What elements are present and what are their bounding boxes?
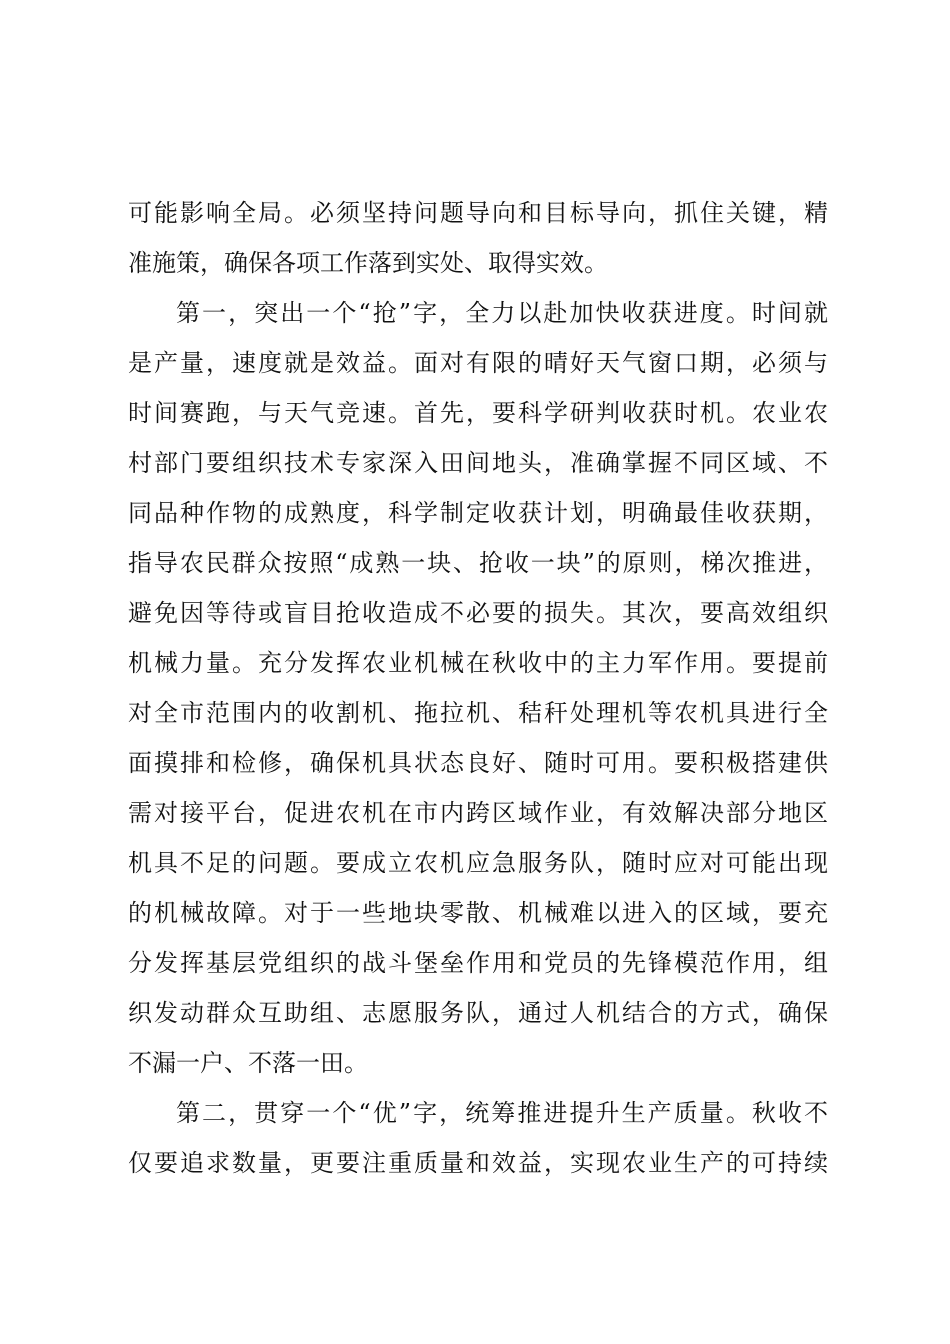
- paragraph-3-line-2: 仅要追求数量，更要注重质量和效益，实现农业生产的可持续: [128, 1149, 828, 1177]
- paragraph-2-line-11: 需对接平台，促进农机在市内跨区域作业，有效解决部分地区: [128, 799, 828, 827]
- paragraph-2-line-15: 织发动群众互助组、志愿服务队，通过人机结合的方式，确保: [128, 999, 828, 1027]
- paragraph-2-line-10: 面摸排和检修，确保机具状态良好、随时可用。要积极搭建供: [128, 749, 828, 777]
- paragraph-2-line-4: 村部门要组织技术专家深入田间地头，准确掌握不同区域、不: [128, 449, 828, 477]
- paragraph-3-line-1: 第二，贯穿一个“优”字，统筹推进提升生产质量。秋收不: [176, 1099, 828, 1127]
- paragraph-2-line-7: 避免因等待或盲目抢收造成不必要的损失。其次，要高效组织: [128, 599, 828, 627]
- paragraph-2-line-12: 机具不足的问题。要成立农机应急服务队，随时应对可能出现: [128, 849, 828, 877]
- paragraph-2-line-8: 机械力量。充分发挥农业机械在秋收中的主力军作用。要提前: [128, 649, 828, 677]
- paragraph-2-line-3: 时间赛跑，与天气竞速。首先，要科学研判收获时机。农业农: [128, 399, 828, 427]
- paragraph-2-line-6: 指导农民群众按照“成熟一块、抢收一块”的原则，梯次推进，: [128, 549, 828, 577]
- paragraph-2-line-9: 对全市范围内的收割机、拖拉机、秸秆处理机等农机具进行全: [128, 699, 828, 727]
- paragraph-1-line-2: 准施策，确保各项工作落到实处、取得实效。: [128, 249, 608, 277]
- paragraph-1-line-1: 可能影响全局。必须坚持问题导向和目标导向，抓住关键，精: [128, 199, 828, 227]
- paragraph-2-line-5: 同品种作物的成熟度，科学制定收获计划，明确最佳收获期，: [128, 499, 828, 527]
- paragraph-2-line-2: 是产量，速度就是效益。面对有限的晴好天气窗口期，必须与: [128, 349, 828, 377]
- paragraph-2-line-16: 不漏一户、不落一田。: [128, 1049, 368, 1077]
- paragraph-2-line-13: 的机械故障。对于一些地块零散、机械难以进入的区域，要充: [128, 899, 828, 927]
- paragraph-2-line-14: 分发挥基层党组织的战斗堡垒作用和党员的先锋模范作用，组: [128, 949, 828, 977]
- paragraph-2-line-1: 第一，突出一个“抢”字，全力以赴加快收获进度。时间就: [176, 299, 828, 327]
